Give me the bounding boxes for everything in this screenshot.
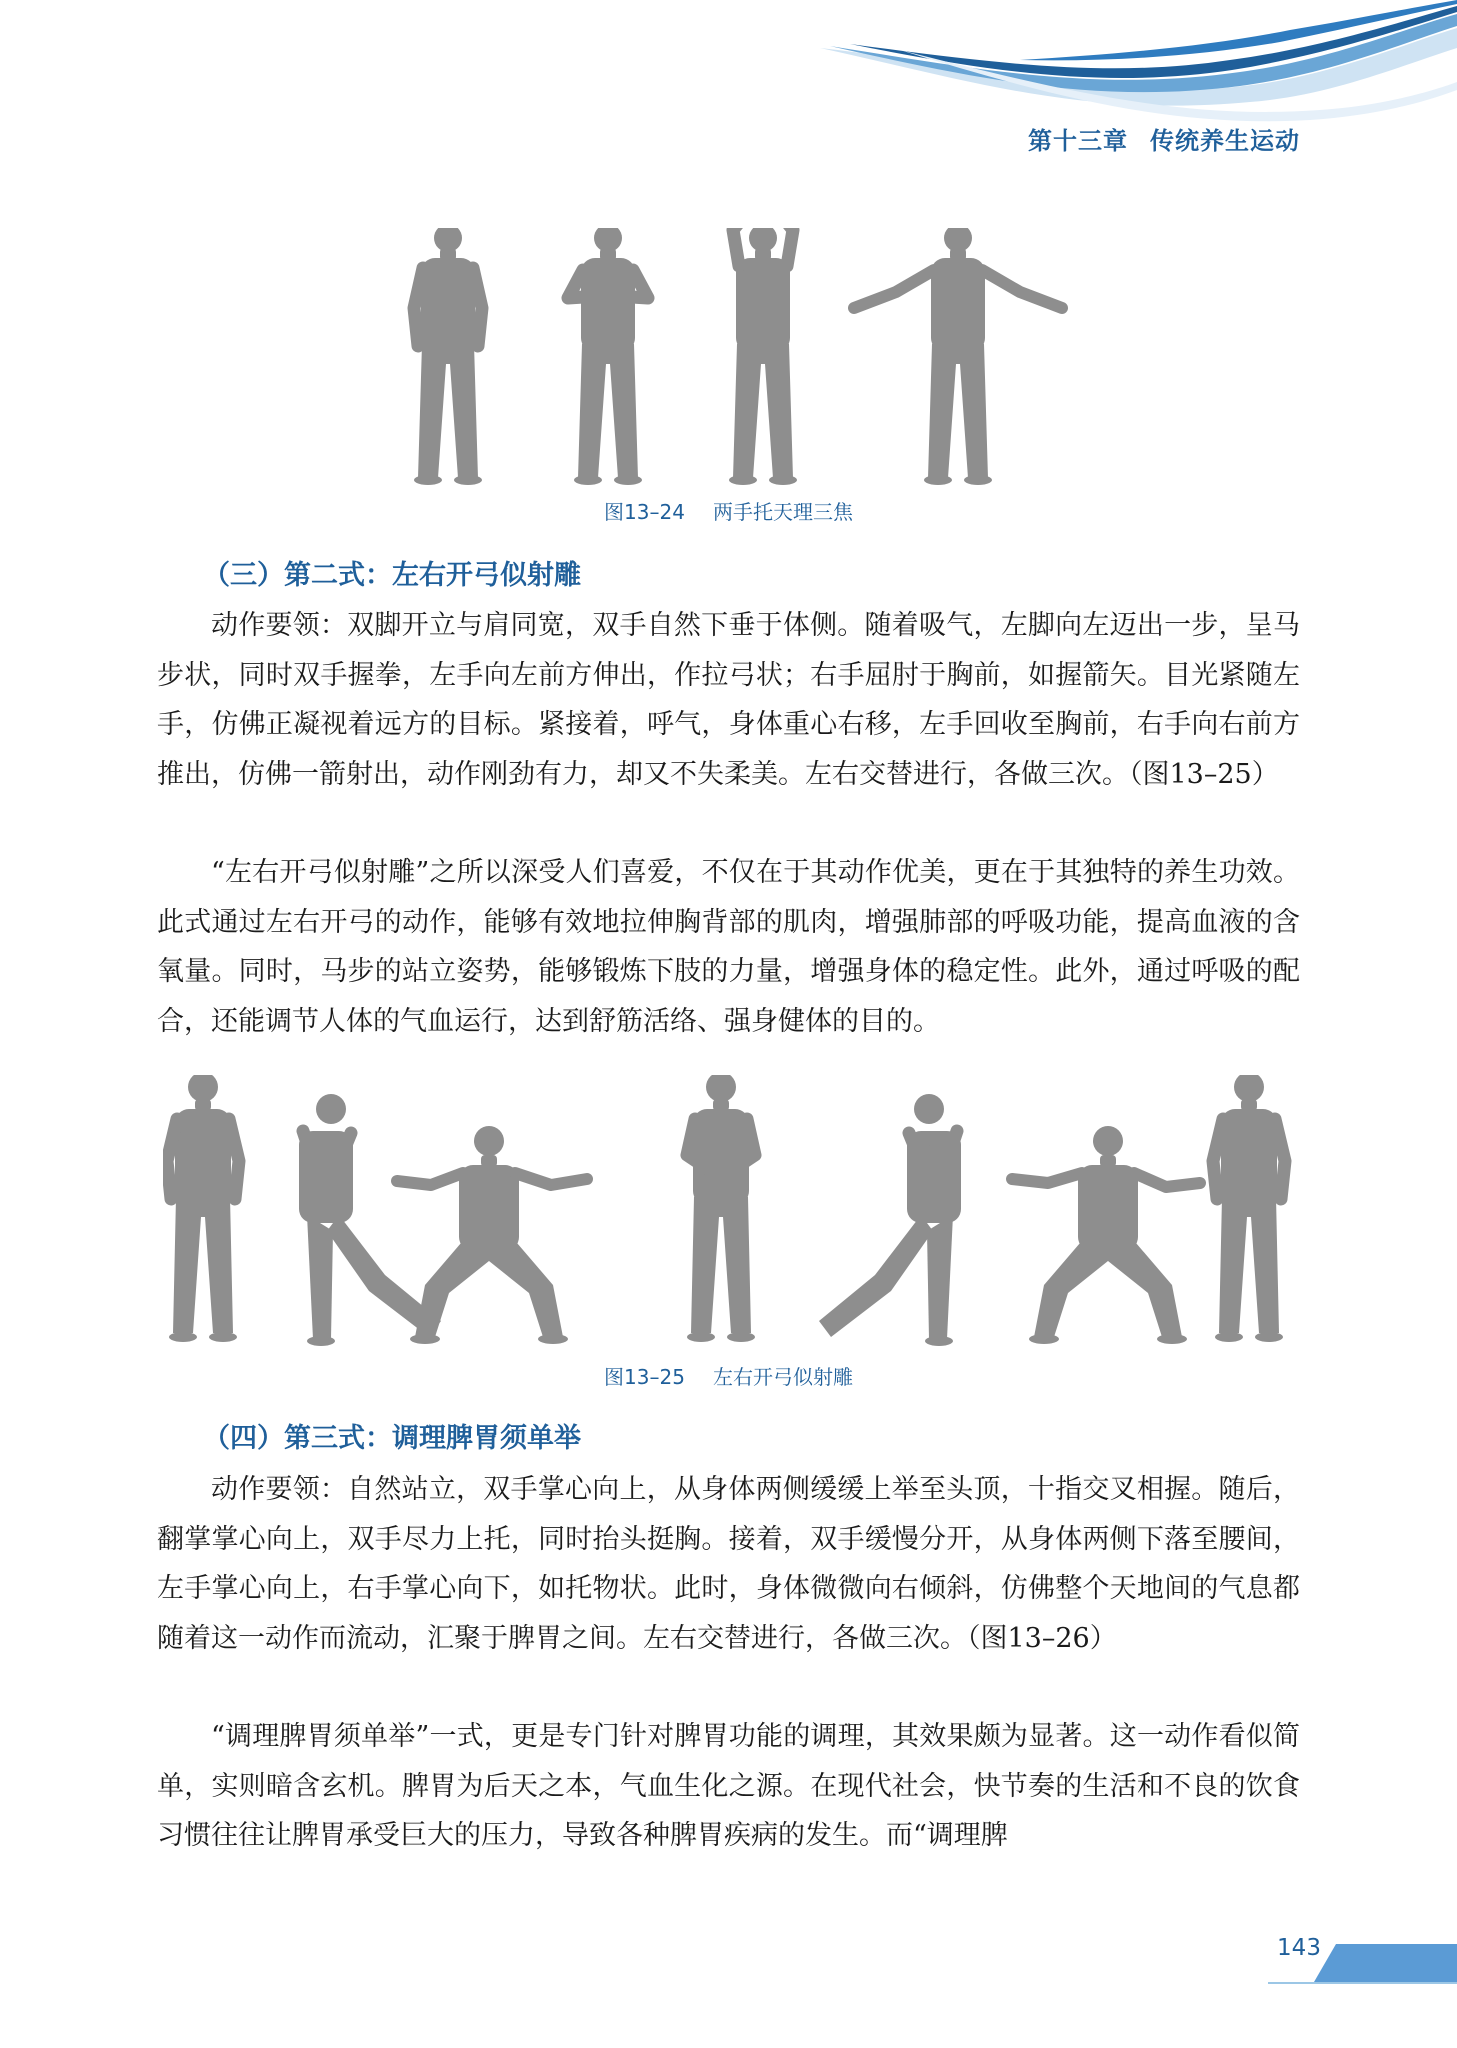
pose-2-hands-cupped <box>568 228 648 485</box>
pose-7-standing <box>1213 1075 1285 1342</box>
chapter-number: 第十三章 <box>1028 127 1128 155</box>
figure-label: 图13–25 <box>604 1365 685 1389</box>
section-heading: （四）第三式：调理脾胃须单举 <box>203 1423 581 1454</box>
figure-title: 左右开弓似射雕 <box>712 1365 853 1389</box>
figure-title: 两手托天理三焦 <box>712 500 853 524</box>
figure-caption <box>0 1361 1457 1390</box>
section-heading: （三）第二式：左右开弓似射雕 <box>203 560 581 591</box>
pose-3-arms-overhead <box>729 228 797 485</box>
paragraph: 动作要领：双脚开立与肩同宽，双手自然下垂于体侧。随着吸气，左脚向左迈出一步，呈马步状，同时双手握拳，左手向左前方伸出，作拉弓状；右手屈肘于胸前，如握箭矢。目光紧随左手，仿佛正凝视着远方的目标。紧接着，呼气，身体重心右移，左手回收至胸前，右手向右前方推出，仿佛一箭射出，动作刚劲有力，却又不失柔美。左右交替进行，各做三次。（图13–25） <box>157 610 1300 790</box>
pose-1-standing <box>414 228 482 485</box>
pose-4-arms-spread <box>854 228 1062 485</box>
paragraph: 动作要领：自然站立，双手掌心向上，从身体两侧缓缓上举至头顶，十指交叉相握。随后，翻掌掌心向上，双手尽力上托，同时抬头挺胸。接着，双手缓慢分开，从身体两侧下落至腰间，左手掌心向上，右手掌心向下，如托物状。此时，身体微微向右倾斜，仿佛整个天地间的气息都随着这一动作而流动，汇聚于脾胃之间。左右交替进行，各做三次。（图13–26） <box>157 1474 1300 1654</box>
pose-1-standing <box>167 1075 239 1342</box>
pose-2-lunge-crossed-arms <box>299 1094 441 1346</box>
pose-5-lunge-crossed-arms <box>819 1094 961 1346</box>
pose-3-horse-stance-bow <box>397 1126 587 1344</box>
paragraph: “左右开弓似射雕”之所以深受人们喜爱，不仅在于其动作优美，更在于其独特的养生功效。此式通过左右开弓的动作，能够有效地拉伸胸背部的肌肉，增强肺部的呼吸功能，提高血液的含氧量。同时，马步的站立姿势，能够锻炼下肢的力量，增强身体的稳定性。此外，通过呼吸的配合，还能调节人体的气血运行，达到舒筋活络、强身健体的目的。 <box>157 857 1300 1037</box>
figure-caption <box>0 496 1457 525</box>
page-number: 143 <box>1277 1935 1321 1961</box>
figure-13-24 <box>395 228 1075 490</box>
chapter-header <box>1028 121 1300 156</box>
pose-6-horse-stance-bow <box>1012 1126 1200 1344</box>
chapter-title: 传统养生运动 <box>1150 127 1300 155</box>
pose-4-standing-hands-at-chest <box>687 1075 755 1342</box>
header-wave-decoration <box>0 0 1457 130</box>
paragraph: “调理脾胃须单举”一式，更是专门针对脾胃功能的调理，其效果颇为显著。这一动作看似简单，实则暗含玄机。脾胃为后天之本，气血生化之源。在现代社会，快节奏的生活和不良的饮食习惯往往让脾胃承受巨大的压力，导致各种脾胃疾病的发生。而“调理脾 <box>157 1721 1300 1852</box>
figure-13-25 <box>163 1075 1296 1347</box>
figure-label: 图13–24 <box>604 500 685 524</box>
